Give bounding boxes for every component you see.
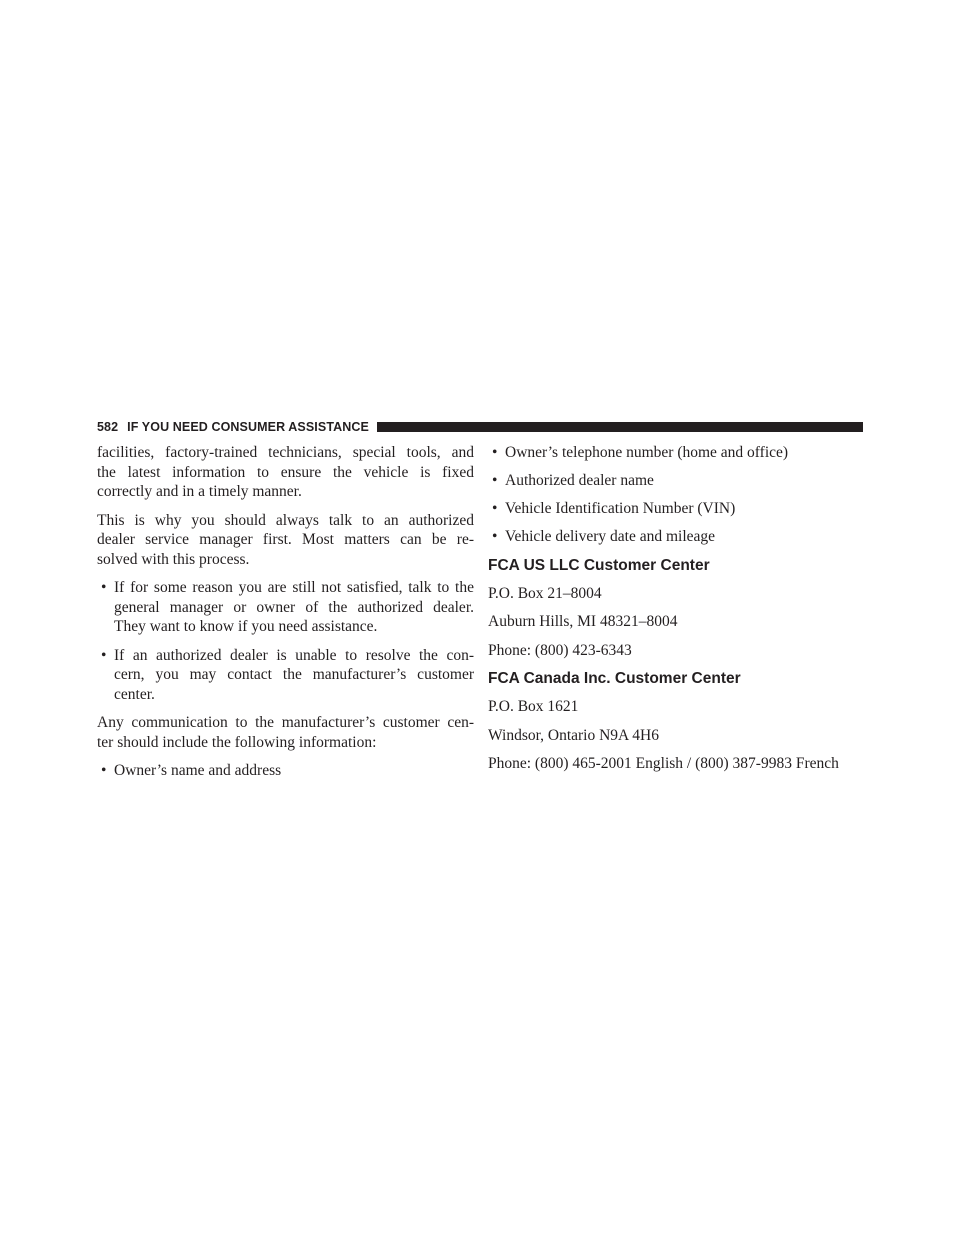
text-line: center. [114, 685, 155, 703]
text-line: dealer service manager first. Most matters can be re- [97, 531, 474, 548]
text-line: Vehicle delivery date and mileage [505, 528, 716, 545]
text-line: the latest information to ensure the vehicle is fixed [97, 463, 474, 481]
text-line: This is why you should always talk to an authorized [97, 511, 474, 529]
bullet-glyph: • [101, 762, 107, 779]
canada-center-heading: FCA Canada Inc. Customer Center [488, 670, 741, 687]
us-center-heading: FCA US LLC Customer Center [488, 556, 710, 574]
canada-po-box: P.O. Box 1621 [488, 698, 579, 715]
text-line: solved with this process. [97, 550, 250, 568]
bullet-glyph: • [492, 528, 498, 545]
list-item [488, 499, 868, 519]
text-line: Authorized dealer name [505, 472, 654, 489]
text-line: Any communication to the manufacturer’s customer cen- [97, 714, 474, 731]
list-item [97, 646, 474, 705]
us-city-address: Auburn Hills, MI 48321–8004 [488, 613, 678, 630]
bullet-glyph: • [101, 646, 107, 664]
dealer-paragraph [97, 511, 474, 570]
text-line: Vehicle Identification Number (VIN) [505, 500, 736, 517]
list-item [488, 471, 868, 491]
left-column [97, 443, 474, 790]
bullet-glyph: • [492, 500, 498, 517]
text-line: They want to know if you need assistance. [114, 618, 378, 635]
us-phone: Phone: (800) 423-6343 [488, 641, 632, 659]
bullet-glyph: • [492, 444, 498, 461]
bullet-glyph: • [492, 472, 498, 489]
list-item [97, 578, 474, 637]
bullet-glyph: • [101, 579, 107, 596]
text-line: correctly and in a timely manner. [97, 483, 302, 500]
text-line: facilities, factory-trained technicians, special tools, and [97, 444, 474, 461]
list-item [488, 443, 868, 463]
us-po-box: P.O. Box 21–8004 [488, 584, 602, 602]
text-line: If for some reason you are still not satisfied, talk to the [114, 579, 474, 596]
canada-city-address: Windsor, Ontario N9A 4H6 [488, 726, 659, 744]
list-item [488, 527, 868, 547]
text-line: cern, you may contact the manufacturer’s customer [114, 666, 474, 683]
communication-paragraph [97, 713, 474, 752]
header-rule [377, 422, 863, 432]
canada-phone: Phone: (800) 465-2001 English / (800) 387-9983 French [488, 755, 839, 772]
page-number: 582 [97, 420, 119, 434]
section-title: IF YOU NEED CONSUMER ASSISTANCE [127, 420, 369, 434]
text-line: Owner’s telephone number (home and office) [505, 444, 789, 461]
text-line: ter should include the following information: [97, 733, 377, 751]
text-line: general manager or owner of the authorized dealer. [114, 598, 474, 616]
intro-paragraph [97, 443, 474, 502]
text-line: Owner’s name and address [114, 762, 282, 779]
right-column [488, 443, 868, 783]
header-text [97, 420, 369, 434]
text-line: If an authorized dealer is unable to resolve the con- [114, 646, 474, 664]
list-item [97, 761, 474, 781]
page-header [97, 419, 863, 435]
